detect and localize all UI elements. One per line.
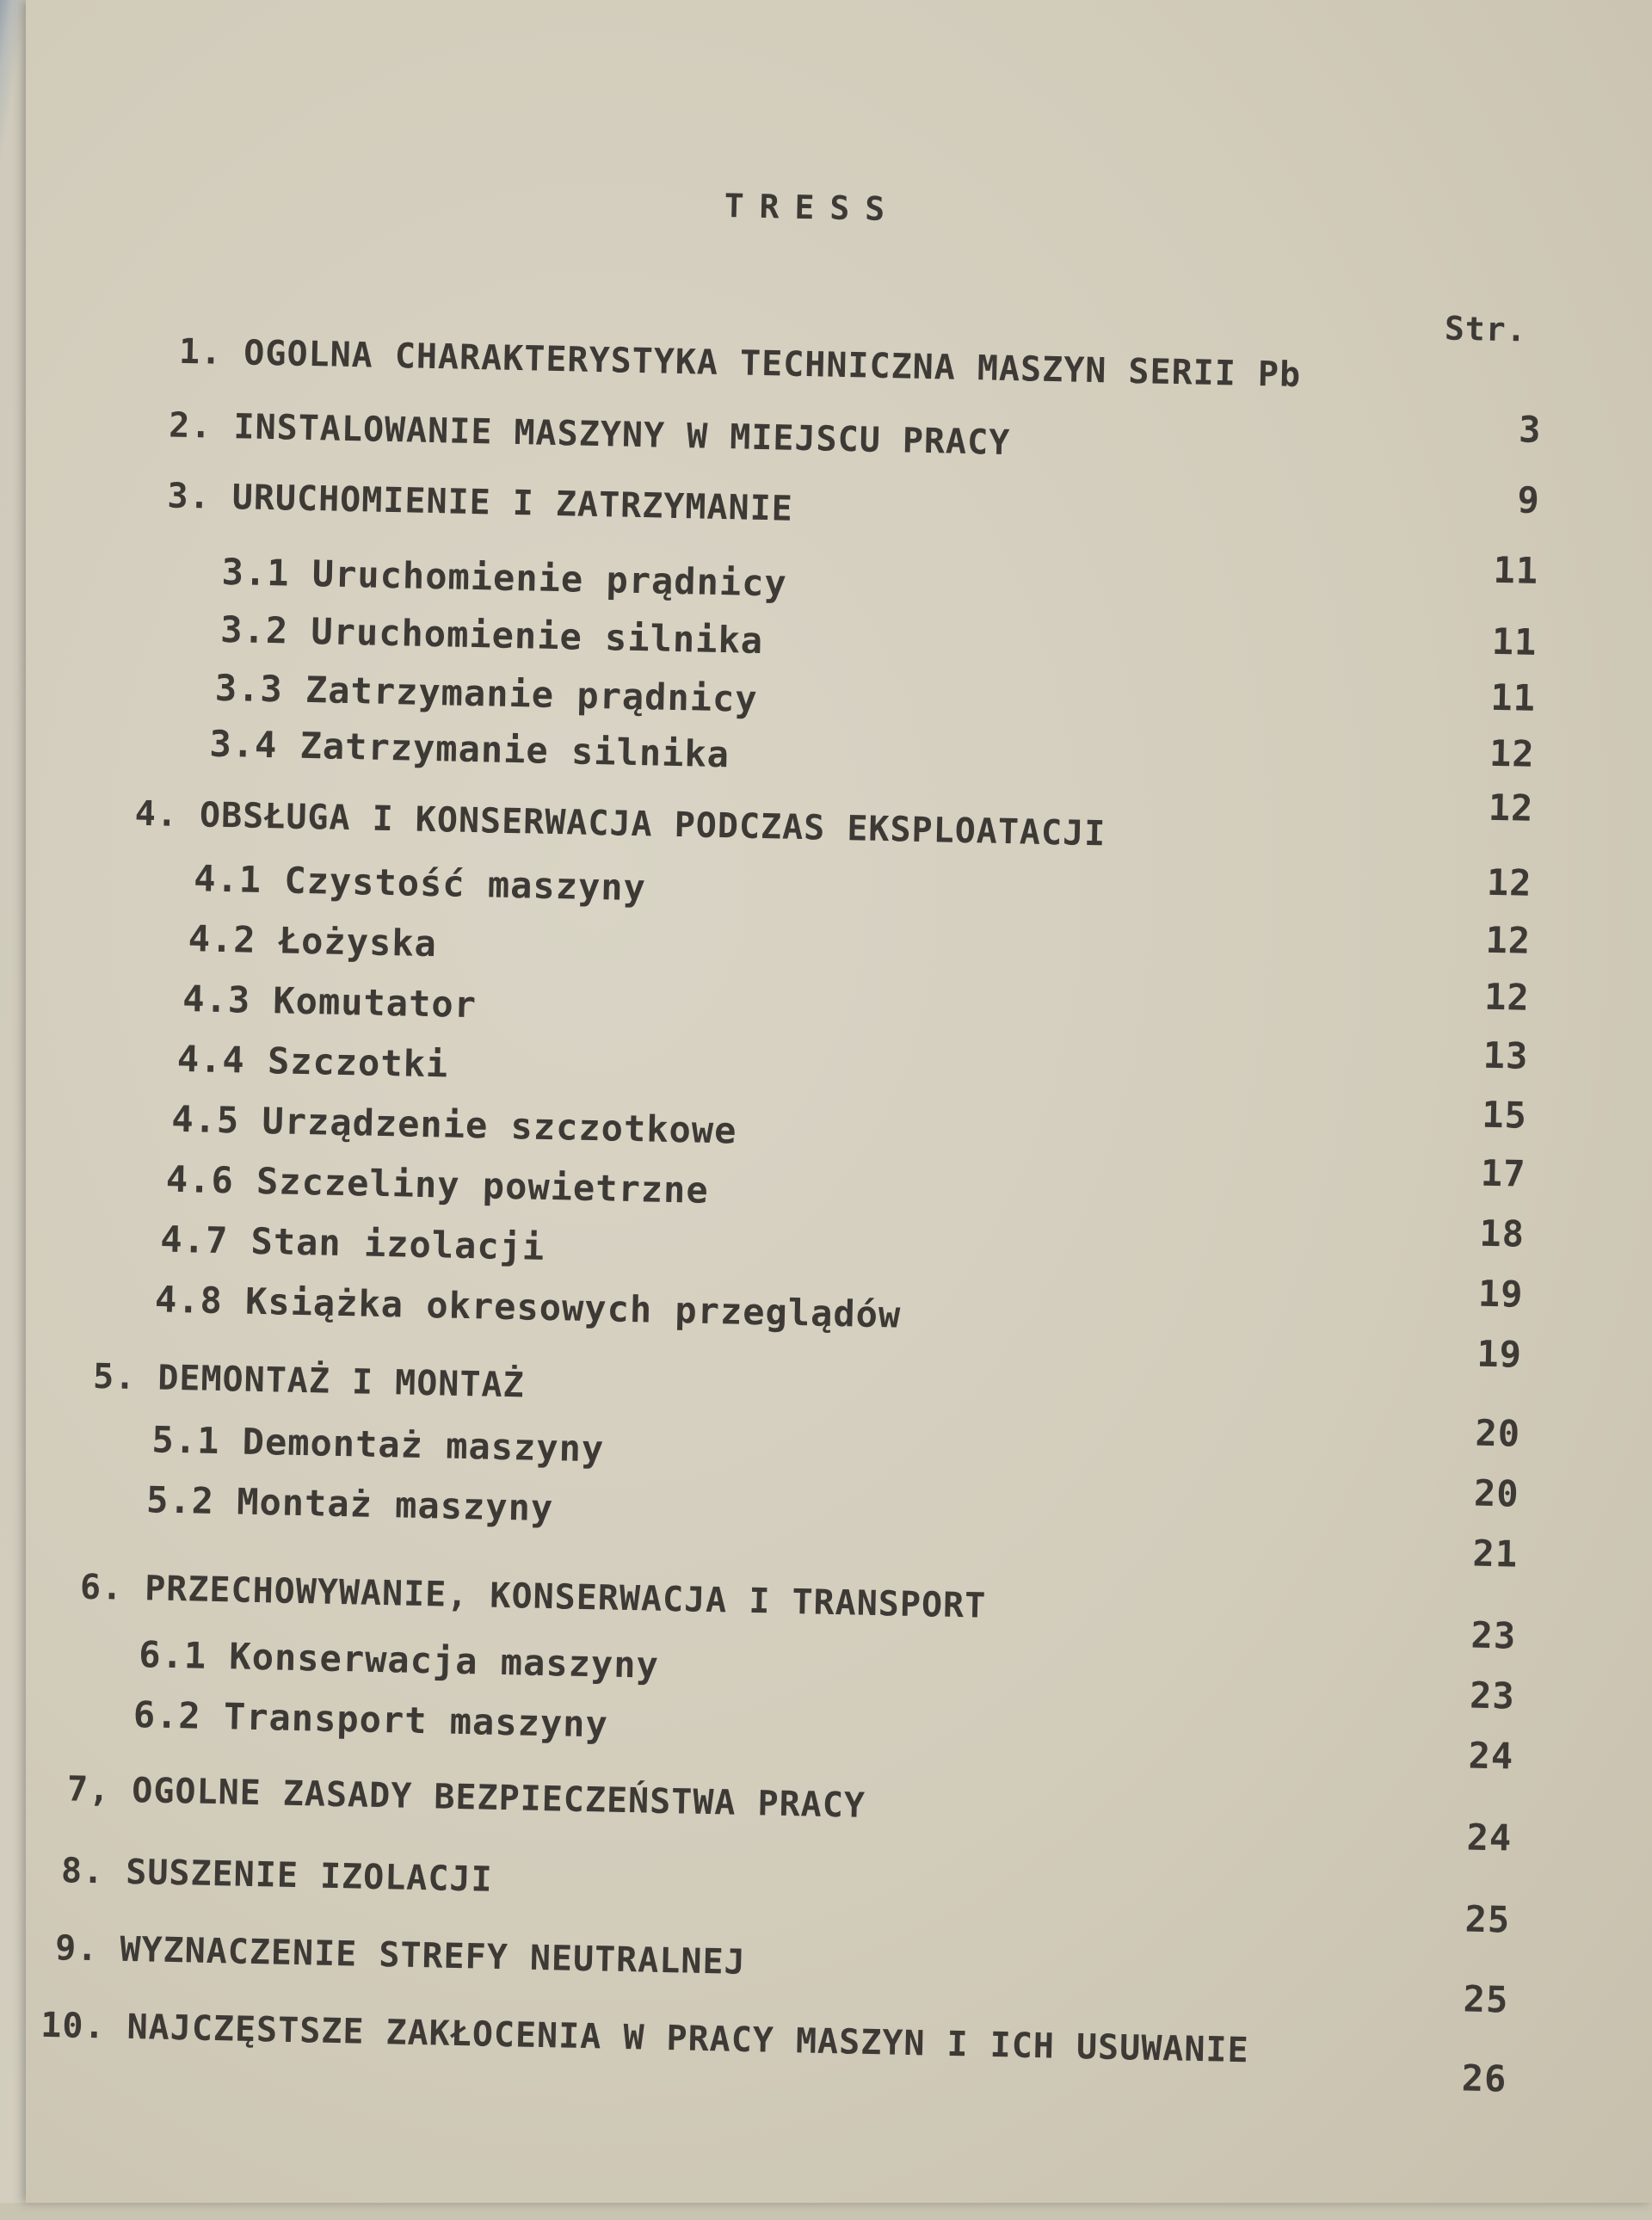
page-number: 19 xyxy=(1476,1332,1523,1376)
page-number: 12 xyxy=(1483,975,1531,1019)
page-number: 12 xyxy=(1488,786,1534,829)
page-column-header: Str. xyxy=(1444,309,1527,349)
toc-entry-4-3: 4.3 Komutator xyxy=(182,977,478,1027)
toc-entry-4-1: 4.1 Czystość maszyny xyxy=(193,857,647,910)
toc-entry-10: 10. NAJCZĘSTSZE ZAKŁOCENIA W PRACY MASZYN I ICH USUWANIE xyxy=(40,2005,1250,2071)
page-number: 26 xyxy=(1461,2057,1507,2100)
toc-entry-2: 2. INSTALOWANIE MASZYNY W MIEJSCU PRACY xyxy=(168,405,1011,464)
toc-entry-3-3: 3.3 Zatrzymanie prądnicy xyxy=(214,666,759,720)
table-of-contents xyxy=(3,0,1652,2220)
page-number: 9 xyxy=(1517,478,1541,521)
toc-entry-5-1: 5.1 Demontaż maszyny xyxy=(151,1418,605,1471)
page-number: 3 xyxy=(1518,408,1543,451)
page-number: 11 xyxy=(1493,548,1539,592)
toc-entry-4-5: 4.5 Urządzenie szczotkowe xyxy=(170,1097,737,1152)
page-number: 23 xyxy=(1470,1613,1517,1657)
toc-entry-1: 1. OGOLNA CHARAKTERYSTYKA TECHNICZNA MASZYN SERII Pb xyxy=(178,331,1302,396)
page-number: 11 xyxy=(1489,675,1537,719)
page-number: 18 xyxy=(1478,1212,1526,1255)
page-number: 25 xyxy=(1464,1897,1511,1941)
page-number: 12 xyxy=(1489,731,1536,775)
page-number: 11 xyxy=(1491,620,1538,663)
page-number: 25 xyxy=(1463,1977,1509,2021)
toc-entry-4-4: 4.4 Szczotki xyxy=(176,1037,449,1086)
toc-entry-3-4: 3.4 Zatrzymanie silnika xyxy=(209,722,730,776)
toc-entry-6-1: 6.1 Konserwacja maszyny xyxy=(138,1633,660,1687)
toc-entry-5-2: 5.2 Montaż maszyny xyxy=(145,1478,554,1530)
page-number: 24 xyxy=(1468,1734,1514,1778)
toc-entry-6-2: 6.2 Transport maszyny xyxy=(133,1693,609,1746)
page-number: 17 xyxy=(1480,1151,1526,1195)
toc-entry-7: 7, OGOLNE ZASADY BEZPIECZEŃSTWA PRACY xyxy=(66,1769,866,1826)
page-number: 20 xyxy=(1475,1411,1521,1455)
toc-entry-8: 8. SUSZENIE IZOLACJI xyxy=(60,1851,494,1900)
toc-entry-4-8: 4.8 Książka okresowych przeglądów xyxy=(154,1278,902,1336)
page-number: 24 xyxy=(1466,1816,1513,1859)
page-title: TRESS xyxy=(724,186,901,229)
page-number: 12 xyxy=(1485,918,1532,962)
page-number: 20 xyxy=(1473,1471,1520,1515)
toc-entry-5: 5. DEMONTAŻ I MONTAŻ xyxy=(92,1356,526,1406)
page-number: 21 xyxy=(1472,1532,1519,1576)
page-number: 23 xyxy=(1469,1674,1516,1717)
toc-entry-4-2: 4.2 Łożyska xyxy=(188,917,438,965)
toc-entry-4-6: 4.6 Szczeliny powietrzne xyxy=(165,1157,710,1212)
toc-entry-3-2: 3.2 Uruchomienie silnika xyxy=(219,607,764,663)
toc-entry-9: 9. WYZNACZENIE STREFY NEUTRALNEJ xyxy=(54,1928,747,1983)
page-number: 13 xyxy=(1482,1033,1529,1077)
page-number: 15 xyxy=(1481,1093,1528,1137)
toc-entry-4-7: 4.7 Stan izolacji xyxy=(159,1218,546,1268)
toc-entry-4: 4. OBSŁUGA I KONSERWACJA PODCZAS EKSPLOATACJI xyxy=(134,793,1106,854)
toc-entry-3: 3. URUCHOMIENIE I ZATRZYMANIE xyxy=(167,476,794,529)
toc-entry-6: 6. PRZECHOWYWANIE, KONSERWACJA I TRANSPORT xyxy=(79,1567,987,1626)
toc-entry-3-1: 3.1 Uruchomienie prądnicy xyxy=(221,550,788,605)
page-number: 19 xyxy=(1477,1272,1524,1316)
page-number: 12 xyxy=(1486,860,1533,904)
